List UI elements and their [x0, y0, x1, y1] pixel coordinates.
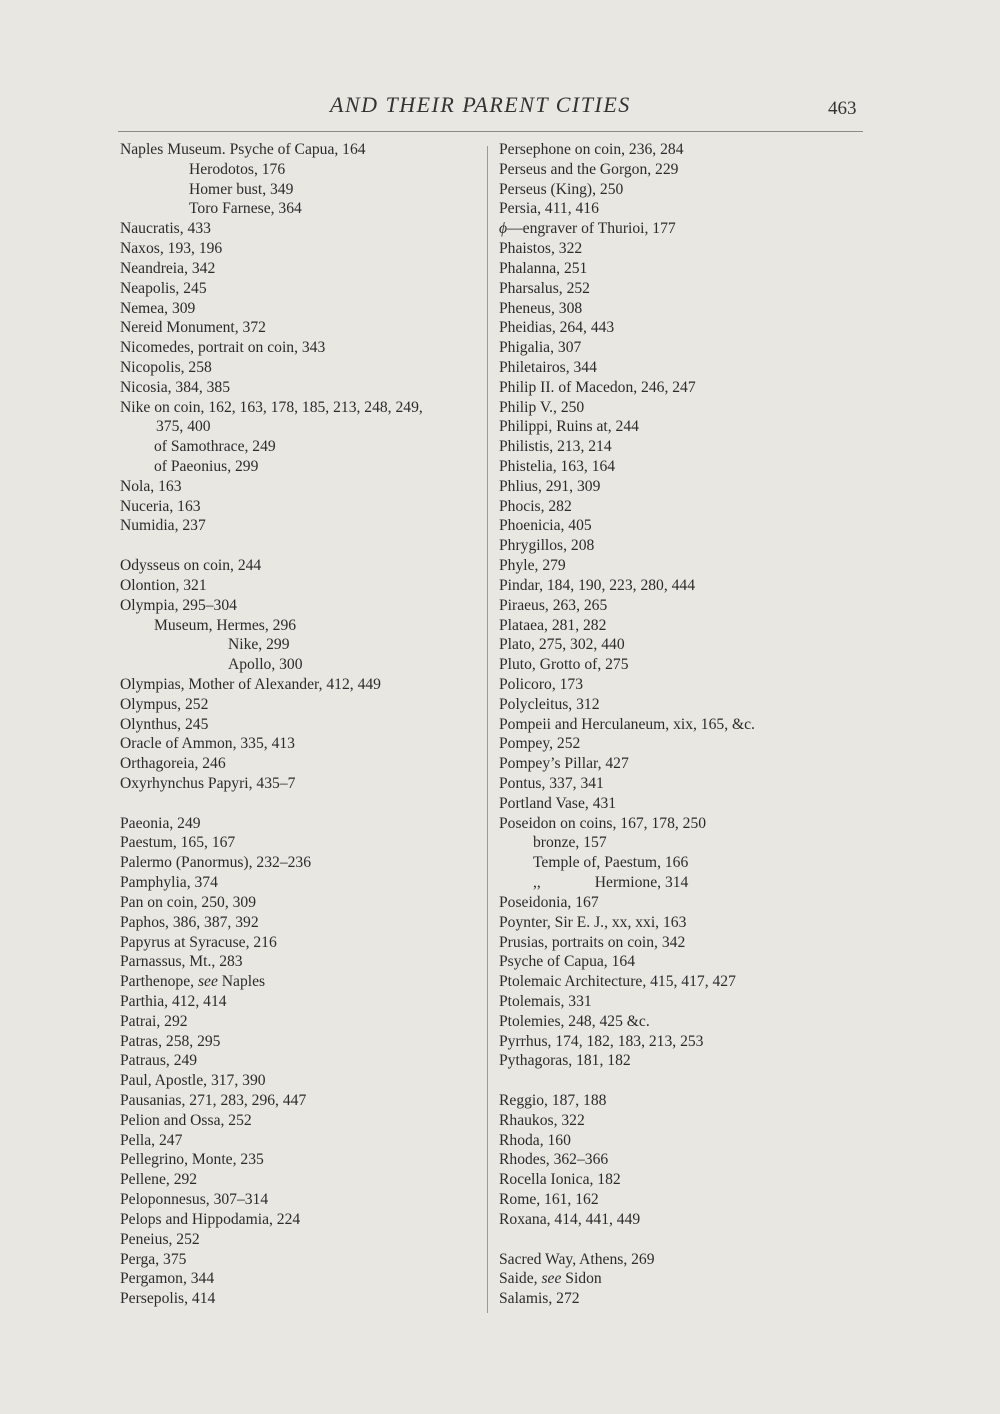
index-entry: Patraus, 249	[120, 1052, 198, 1070]
index-column-left	[120, 140, 480, 1309]
index-entry: Naucratis, 433	[120, 220, 211, 238]
index-entry: Neandreia, 342	[120, 259, 216, 277]
index-entry: Rocella Ionica, 182	[499, 1171, 621, 1189]
index-entry: Phocis, 282	[499, 497, 572, 515]
index-subentry: Herodotos, 176	[189, 160, 286, 178]
index-entry: Ptolemaic Architecture, 415, 417, 427	[499, 973, 736, 991]
index-entry: Parnassus, Mt., 283	[120, 953, 243, 971]
index-entry: Pluto, Grotto of, 275	[499, 656, 629, 674]
index-entry: Phaistos, 322	[499, 240, 583, 258]
index-entry: Numidia, 237	[120, 517, 206, 535]
index-subentry: Homer bust, 349	[189, 180, 294, 198]
index-entry: Paestum, 165, 167	[120, 834, 236, 852]
index-entry: Perseus (King), 250	[499, 180, 624, 198]
index-entry: Sacred Way, Athens, 269	[499, 1250, 655, 1268]
index-entry: Philip II. of Macedon, 246, 247	[499, 378, 696, 396]
index-entry	[120, 972, 480, 992]
cross-reference: Naples	[221, 973, 266, 991]
index-entry: Odysseus on coin, 244	[120, 557, 262, 575]
index-entry: Policoro, 173	[499, 675, 584, 693]
index-entry: Pontus, 337, 341	[499, 775, 604, 792]
index-entry: Paul, Apostle, 317, 390	[120, 1072, 266, 1090]
index-entry: Plataea, 281, 282	[499, 616, 607, 634]
index-entry: Nicosia, 384, 385	[120, 378, 231, 396]
index-entry: Orthagoreia, 246	[120, 755, 226, 773]
index-entry: Poynter, Sir E. J., xx, xxi, 163	[499, 913, 687, 931]
index-entry: Reggio, 187, 188	[499, 1092, 607, 1109]
index-entry: Pompey’s Pillar, 427	[499, 755, 629, 773]
index-entry: Philetairos, 344	[499, 358, 597, 376]
index-entry: Nuceria, 163	[120, 497, 201, 515]
index-entry: Pyrrhus, 174, 182, 183, 213, 253	[499, 1032, 704, 1050]
index-entry: Pheidias, 264, 443	[499, 319, 615, 337]
index-entry: Piraeus, 263, 265	[499, 596, 608, 614]
column-divider	[487, 146, 488, 1313]
index-entry	[499, 219, 859, 239]
index-entry: Nicopolis, 258	[120, 358, 212, 376]
index-entry: Pellene, 292	[120, 1171, 198, 1189]
index-continuation: 375, 400	[156, 418, 211, 436]
index-subentry: Temple of, Paestum, 166	[533, 854, 689, 872]
header-rule	[118, 131, 863, 132]
section-gap	[499, 1071, 859, 1091]
index-entry: Rome, 161, 162	[499, 1191, 599, 1209]
index-entry: Phrygillos, 208	[499, 537, 595, 555]
index-entry: Philistis, 213, 214	[499, 438, 612, 456]
index-entry: Pindar, 184, 190, 223, 280, 444	[499, 576, 696, 594]
entry-text: —engraver of Thurioi, 177	[507, 220, 676, 238]
index-entry: Olympia, 295–304	[120, 596, 237, 614]
index-entry: Persepolis, 414	[120, 1290, 216, 1308]
index-entry: Phigalia, 307	[499, 339, 582, 357]
index-entry: Oxyrhynchus Papyri, 435–7	[120, 775, 296, 792]
see-reference: see	[197, 973, 218, 991]
section-gap	[120, 794, 480, 814]
entry-term: Parthenope,	[120, 973, 195, 991]
index-entry: Papyrus at Syracuse, 216	[120, 933, 277, 951]
index-entry: Psyche of Capua, 164	[499, 953, 635, 971]
index-entry: Rhaukos, 322	[499, 1111, 585, 1129]
index-entry: Perseus and the Gorgon, 229	[499, 160, 679, 178]
index-entry: Olympus, 252	[120, 695, 209, 713]
section-gap	[120, 536, 480, 556]
index-entry: Philip V., 250	[499, 398, 585, 416]
index-entry: Phlius, 291, 309	[499, 477, 601, 495]
index-subentry: Toro Farnese, 364	[189, 200, 302, 218]
index-entry: Pythagoras, 181, 182	[499, 1052, 631, 1070]
index-entry: Nola, 163	[120, 477, 182, 495]
index-entry: Peloponnesus, 307–314	[120, 1191, 269, 1209]
index-entry: Nemea, 309	[120, 299, 196, 317]
index-entry: Pellegrino, Monte, 235	[120, 1151, 264, 1169]
entry-term: Saide,	[499, 1270, 538, 1288]
index-entry: Rhodes, 362–366	[499, 1151, 609, 1169]
index-entry: Oracle of Ammon, 335, 413	[120, 735, 295, 753]
index-entry: Pausanias, 271, 283, 296, 447	[120, 1092, 307, 1109]
index-entry: Rhoda, 160	[499, 1131, 571, 1149]
index-entry: Prusias, portraits on coin, 342	[499, 933, 686, 951]
index-entry: Pharsalus, 252	[499, 279, 590, 297]
index-entry: Philippi, Ruins at, 244	[499, 418, 639, 436]
index-entry: Paphos, 386, 387, 392	[120, 913, 259, 931]
index-entry: Paeonia, 249	[120, 814, 201, 832]
index-entry: Nicomedes, portrait on coin, 343	[120, 339, 326, 357]
index-entry: Salamis, 272	[499, 1290, 580, 1308]
index-entry: Poseidonia, 167	[499, 893, 599, 911]
index-entry: Pan on coin, 250, 309	[120, 893, 257, 911]
index-entry: Pamphylia, 374	[120, 874, 218, 892]
index-entry: Nike on coin, 162, 163, 178, 185, 213, 248, 249,	[120, 398, 423, 416]
index-subentry: Apollo, 300	[228, 656, 303, 674]
index-entry	[499, 1269, 859, 1289]
index-entry: Polycleitus, 312	[499, 695, 600, 713]
index-entry: Patras, 258, 295	[120, 1032, 221, 1050]
index-entry: Pheneus, 308	[499, 299, 583, 317]
cross-reference: Sidon	[565, 1270, 602, 1288]
index-subentry: Museum, Hermes, 296	[154, 616, 297, 634]
index-entry: Olympias, Mother of Alexander, 412, 449	[120, 675, 381, 693]
index-entry: Peneius, 252	[120, 1230, 200, 1248]
index-entry: Naxos, 193, 196	[120, 240, 223, 258]
index-entry: Parthia, 412, 414	[120, 992, 227, 1010]
see-reference: see	[541, 1270, 562, 1288]
index-entry: Naples Museum. Psyche of Capua, 164	[120, 141, 366, 158]
entry-text: Hermione, 314	[594, 874, 689, 892]
index-subentry: of Samothrace, 249	[154, 438, 276, 456]
index-entry: Persephone on coin, 236, 284	[499, 141, 684, 158]
index-column-right	[499, 140, 859, 1309]
index-entry: Pompeii and Herculaneum, xix, 165, &c.	[499, 715, 755, 733]
index-entry: Nereid Monument, 372	[120, 319, 266, 337]
index-entry: Pella, 247	[120, 1131, 183, 1149]
index-subentry	[499, 873, 859, 893]
index-entry: Palermo (Panormus), 232–236	[120, 854, 312, 872]
index-entry: Neapolis, 245	[120, 279, 207, 297]
index-entry: Portland Vase, 431	[499, 794, 617, 812]
index-entry: Phalanna, 251	[499, 259, 588, 277]
section-gap	[499, 1230, 859, 1250]
index-entry: Pompey, 252	[499, 735, 581, 753]
index-entry: Olontion, 321	[120, 576, 207, 594]
index-entry: Patrai, 292	[120, 1012, 188, 1030]
index-subentry: bronze, 157	[533, 834, 607, 852]
index-entry: Plato, 275, 302, 440	[499, 636, 625, 654]
page-number: 463	[828, 98, 857, 119]
index-entry: Phoenicia, 405	[499, 517, 592, 535]
running-head: AND THEIR PARENT CITIES	[330, 92, 631, 117]
index-entry: Pelops and Hippodamia, 224	[120, 1210, 301, 1228]
index-entry: Ptolemais, 331	[499, 992, 592, 1010]
index-entry: Phistelia, 163, 164	[499, 458, 616, 475]
index-entry: Persia, 411, 416	[499, 200, 599, 218]
index-entry: Olynthus, 245	[120, 715, 209, 733]
index-entry: Pergamon, 344	[120, 1270, 215, 1288]
ditto-mark: ,,	[533, 874, 541, 892]
index-subentry: of Paeonius, 299	[154, 458, 259, 475]
index-entry: Ptolemies, 248, 425 &c.	[499, 1012, 650, 1030]
index-entry: Poseidon on coins, 167, 178, 250	[499, 814, 707, 832]
index-entry: Perga, 375	[120, 1250, 187, 1268]
index-entry: Roxana, 414, 441, 449	[499, 1210, 641, 1228]
phi-symbol: ϕ	[499, 220, 508, 238]
index-entry: Pelion and Ossa, 252	[120, 1111, 252, 1129]
index-entry: Phyle, 279	[499, 557, 566, 575]
index-subentry: Nike, 299	[228, 636, 290, 654]
